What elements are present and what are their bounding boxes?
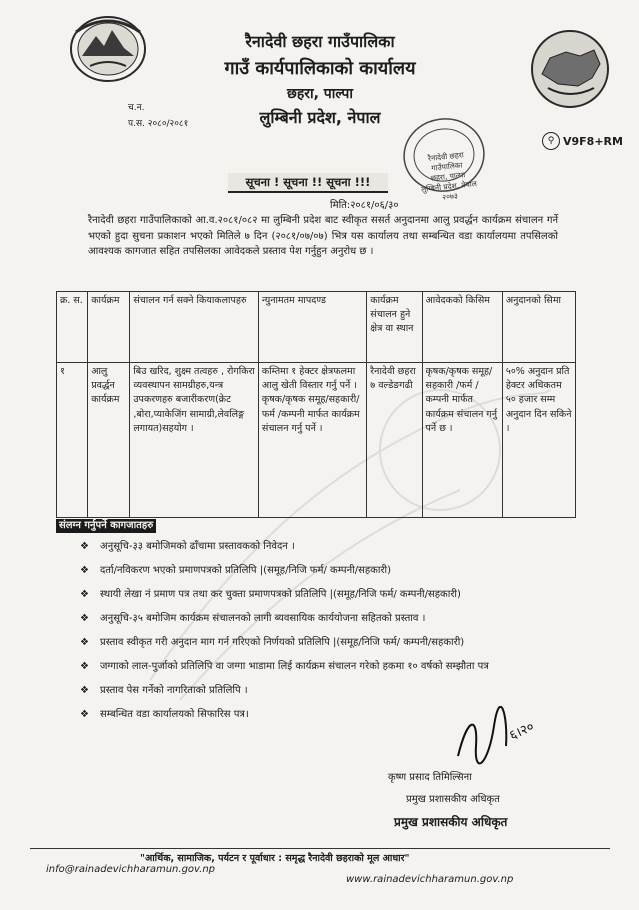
table-cell: कम्तिमा १ हेक्टर क्षेत्रफलमा आलु खेती विस्तार गर्नु पर्ने । कृषक/कृषक समूह/सहकारी/फर्म /कम्पनी मार्फत कार्यक्रम संचालन गर्नु पर्ने । <box>258 363 366 518</box>
table-cell: कृषक/कृषक समूह/सहकारी /फर्म /कम्पनी मार्फत कार्यक्रम संचालन गर्नु पर्ने छ । <box>422 363 502 518</box>
fiscal-year: प.स. २०८०/२०८१ <box>128 119 189 129</box>
bullet-icon: ❖ <box>80 589 89 600</box>
list-item: ❖ दर्ता/नविकरण भएको प्रमाणपत्रको प्रतिलिपि |(समूह/निजि फर्म/ कम्पनी/सहकारी) <box>80 565 392 576</box>
office-location: छहरा, पाल्पा <box>287 86 353 102</box>
province-name: लुम्बिनी प्रदेश, नेपाल <box>259 108 381 127</box>
footer-email: info@rainadevichharamun.gov.np <box>46 864 216 875</box>
table-header: कार्यक्रम संचालन हुने क्षेत्र वा स्थान <box>367 292 422 363</box>
notice-body: रैनादेवी छहरा गाउँपालिकाको आ.व.२०८१/०८२ मा लुम्बिनी प्रदेश बाट स्वीकृत ससर्त अनुदानमा आलु प्रवर्द्धन कार्यक्रम संचालन गर्ने भएको हुदा सुचना प्रकाशन भएको मितिले ७ दिन (२०८१/०७/०७) भित्र यस कार्यालय तथा सम्बन्धित वडा कार्यालयमा तपसिलको आवश्यक कागजात सहित तपसिलका आवेदकले प्रस्ताव पेश गर्नुहुन अनुरोध छ । <box>88 215 558 258</box>
ref-number: च.न. <box>128 103 145 113</box>
table-cell: बिउ खरिद, शुक्ष्म तत्वहरु , रोगकिरा व्यवस्थापन सामग्रीहरु,यन्त्र उपकरणहरु बजारीकरण(क्रेट ,बोरा,प्याकेजिंग सामाग्री,लेवलिङ्ग लगायत)सहयोग । <box>130 363 259 518</box>
list-item: ❖ स्थायी लेखा नं प्रमाण पत्र तथा कर चुक्ता प्रमाणपत्रको प्रतिलिपि |(समूह/निजि फर्म/ कम्पनी/सहकारी) <box>80 589 461 600</box>
list-item: ❖ प्रस्ताव स्वीकृत गरी अनुदान माग गर्न गरिएको निर्णयको प्रतिलिपि |(समूह/निजि फर्म/ कम्पनी/सहकारी) <box>80 637 465 648</box>
table-header: क्र. स. <box>57 292 88 363</box>
list-item: ❖ जग्गाको लाल-पुर्जाको प्रतिलिपि वा जग्गा भाडामा लिई कार्यक्रम संचालन गरेको हकमा १० वर्षको सम्झौता पत्र <box>80 661 489 672</box>
municipality-map-logo-icon <box>528 28 612 110</box>
nepal-emblem-icon <box>68 14 148 84</box>
list-item: ❖ प्रस्ताव पेस गर्नेको नागरिताको प्रतिलिपि । <box>80 685 248 696</box>
handwritten-signature <box>448 706 548 772</box>
notice-title: सूचना ! सूचना !! सूचना !!! <box>228 173 388 193</box>
plus-code-text: V9F8+RM <box>563 134 623 148</box>
bullet-icon: ❖ <box>80 565 89 576</box>
table-header-row <box>57 292 576 363</box>
handwritten-date: ६।२० <box>507 719 537 744</box>
attachments-list <box>80 540 550 732</box>
attachments-heading: संलग्न गर्नुपर्ने कागजातहरु <box>56 519 156 533</box>
stamp-text: रैनादेवी छहरा गाउँपालिका छहरा, पाल्पा लुम्बिनी प्रदेश, नेपाल २०७३ <box>420 150 478 202</box>
bullet-icon: ❖ <box>80 541 89 552</box>
table-cell: ५०% अनुदान प्रति हेक्टर अधिकतम ५० हजार सम्म अनुदान दिन सकिने । <box>502 363 575 518</box>
bullet-icon: ❖ <box>80 685 89 696</box>
notice-date: मिति:२०८१/०६/३० <box>330 200 399 211</box>
table-header: आवेदकको किसिम <box>422 292 502 363</box>
table-cell: १ <box>57 363 88 518</box>
municipality-name: रैनादेवी छहरा गाउँपालिका <box>245 32 395 51</box>
table-cell: रैनादेवी छहरा ७ वल्डेङगढी <box>367 363 422 518</box>
office-name: गाउँ कार्यपालिकाको कार्यालय <box>224 58 416 79</box>
bullet-icon: ❖ <box>80 637 89 648</box>
table-header: कार्यक्रम <box>88 292 130 363</box>
table-header: संचालन गर्न सक्ने कियाकलापहरु <box>130 292 259 363</box>
list-item: ❖ अनुसूचि-३३ बमोजिमको ढाँचामा प्रस्तावकको निवेदन । <box>80 541 295 552</box>
signatory-role: प्रमुख प्रशासकीय अधिकृत <box>406 794 500 805</box>
table-cell: आलु प्रवर्द्धन कार्यक्रम <box>88 363 130 518</box>
table-header: न्युनामतम मापदण्ड <box>258 292 366 363</box>
footer-slogan: "आर्थिक, सामाजिक, पर्यटन र पूर्वाधार : समृद्ध रैनादेवी छहराको मूल आधार" <box>140 853 410 864</box>
bullet-icon: ❖ <box>80 709 89 720</box>
footer-website: www.rainadevichharamun.gov.np <box>346 874 514 885</box>
program-table <box>56 291 576 518</box>
bullet-icon: ❖ <box>80 613 89 624</box>
reference-block <box>128 100 188 132</box>
table-row <box>57 363 576 518</box>
table-header: अनुदानको सिमा <box>502 292 575 363</box>
footer-divider <box>30 848 610 849</box>
signatory-name: कृष्ण प्रसाद तिमिल्सिना <box>388 772 472 783</box>
map-pin-icon: ⚲ <box>542 132 560 150</box>
list-item: ❖ सम्बन्धित वडा कार्यालयको सिफारिस पत्र। <box>80 709 249 720</box>
plus-code <box>542 132 623 150</box>
signatory-stamp: प्रमुख प्रशासकीय अधिकृत <box>394 815 508 829</box>
bullet-icon: ❖ <box>80 661 89 672</box>
list-item: ❖ अनुसूचि-३५ बमोजिम कार्यक्रम संचालनको लागी ब्यवसायिक कार्ययोजना सहितको प्रस्ताव । <box>80 613 426 624</box>
